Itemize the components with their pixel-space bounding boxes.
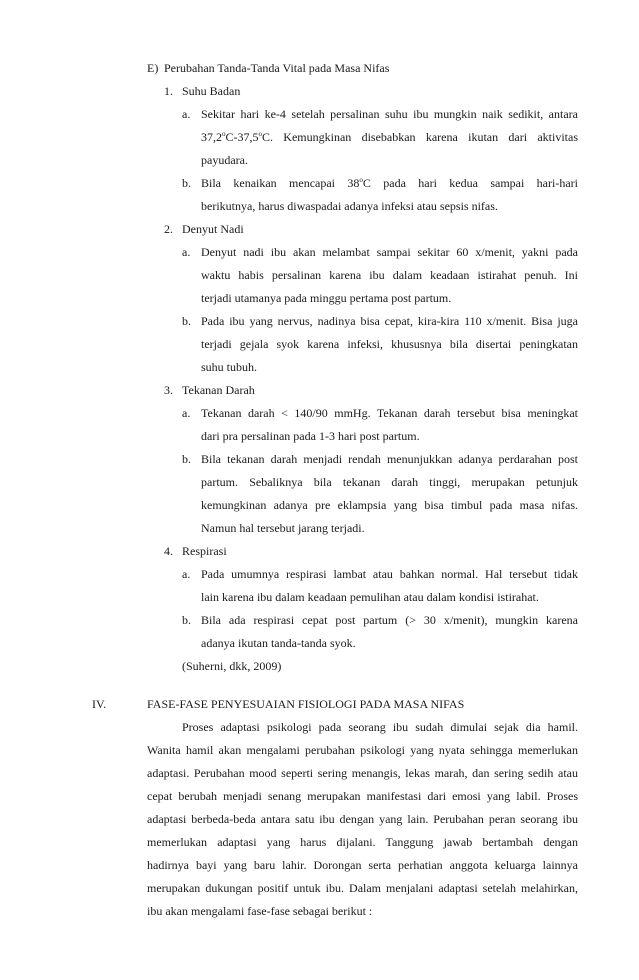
paragraph-line-1: Proses adaptasi psikologi pada seorang ibu sudah dimulai sejak dia hamil. [182, 720, 578, 734]
item-3b-line-3: kemungkinan adanya pre eklampsia yang bisa timbul pada masa nifas. [201, 498, 578, 512]
section-iv-title: FASE-FASE PENYESUAIAN FISIOLOGI PADA MASA NIFAS [147, 697, 465, 711]
item-4-number: 4. [164, 544, 173, 558]
paragraph-line-9: ibu akan mengalami fase-fase sebagai berikut : [147, 904, 373, 918]
item-3-title: Tekanan Darah [182, 383, 255, 397]
paragraph-line-3: adaptasi. Perubahan mood seperti sering menangis, lekas marah, dan sering sedih atau [147, 766, 578, 780]
citation: (Suherni, dkk, 2009) [182, 659, 282, 673]
item-3b-line-4: Namun hal tersebut jarang terjadi. [201, 521, 365, 535]
item-2-number: 2. [164, 222, 173, 236]
item-4b-line-2: adanya ikutan tanda-tanda syok. [201, 636, 356, 650]
item-3b-line-1: Bila tekanan darah menjadi rendah menunjukkan adanya perdarahan post [201, 452, 578, 466]
paragraph-line-4: cepat berubah menjadi senang merupakan manifestasi dari emosi yang labil. Proses [147, 789, 578, 803]
item-3a-line-2: dari pra persalinan pada 1-3 hari post partum. [201, 429, 420, 443]
item-1b-line-1: Bila kenaikan mencapai 38$^o$C pada hari kedua sampai hari-hari [201, 176, 578, 190]
item-3-number: 3. [164, 383, 173, 397]
section-iv-numeral: IV. [92, 697, 107, 711]
item-1b-line-2: berikutnya, harus diwaspadai adanya infeksi atau sepsis nifas. [201, 199, 498, 213]
section-e-title: Perubahan Tanda-Tanda Vital pada Masa Nifas [164, 61, 390, 75]
paragraph-line-8: merupakan dukungan positif untuk ibu. Dalam menjalani adaptasi setelah melahirkan, [147, 881, 578, 895]
item-1b-letter: b. [182, 176, 191, 190]
item-2b-letter: b. [182, 314, 191, 328]
paragraph-line-7: hadirnya bayi yang baru lahir. Dorongan serta perhatian anggota keluarga lainnya [147, 858, 578, 872]
item-4b-letter: b. [182, 613, 191, 627]
paragraph-line-6: memerlukan adaptasi yang harus dijalani. Tanggung jawab bertambah dengan [147, 835, 578, 849]
item-3b-line-2: partum. Sebaliknya bila tekanan darah tinggi, merupakan petunjuk [201, 475, 578, 489]
item-2-title: Denyut Nadi [182, 222, 244, 236]
item-3b-letter: b. [182, 452, 191, 466]
item-2b-line-1: Pada ibu yang nervus, nadinya bisa cepat, kira-kira 110 x/menit. Bisa juga [201, 314, 578, 328]
item-4a-letter: a. [182, 567, 191, 581]
item-4-title: Respirasi [182, 544, 227, 558]
item-4a-line-1: Pada umumnya respirasi lambat atau bahkan normal. Hal tersebut tidak [201, 567, 578, 581]
item-1a-line-2: 37,2$^o$C-37,5$^o$C. Kemungkinan disebabkan karena ikutan dari aktivitas [201, 130, 578, 144]
item-2b-line-3: suhu tubuh. [201, 360, 258, 374]
item-1-number: 1. [164, 84, 173, 98]
item-2a-line-3: terjadi utamanya pada minggu pertama post partum. [201, 291, 452, 305]
item-1a-letter: a. [182, 107, 191, 121]
item-2a-line-2: waktu habis persalinan karena ibu dalam keadaan istirahat penuh. Ini [201, 268, 578, 282]
item-2a-line-1: Denyut nadi ibu akan melambat sampai sekitar 60 x/menit, yakni pada [201, 245, 578, 259]
item-4a-line-2: lain karena ibu dalam keadaan pemulihan atau dalam kondisi istirahat. [201, 590, 539, 604]
item-2a-letter: a. [182, 245, 191, 259]
section-e-marker: E) [147, 61, 159, 75]
item-1a-line-3: payudara. [201, 153, 248, 167]
paragraph-line-5: adaptasi berbeda-beda antara satu ibu dengan yang lain. Perubahan peran seorang ibu [147, 812, 578, 826]
item-2b-line-2: terjadi gejala syok karena infeksi, khususnya bila disertai peningkatan [201, 337, 578, 351]
item-1-title: Suhu Badan [182, 84, 241, 98]
item-4b-line-1: Bila ada respirasi cepat post partum (> 30 x/menit), mungkin karena [201, 613, 578, 627]
paragraph-line-2: Wanita hamil akan mengalami perubahan psikologi yang nyata sehingga memerlukan [147, 743, 578, 757]
item-3a-letter: a. [182, 406, 191, 420]
item-1a-line-1: Sekitar hari ke-4 setelah persalinan suhu ibu mungkin naik sedikit, antara [201, 107, 578, 121]
item-3a-line-1: Tekanan darah < 140/90 mmHg. Tekanan darah tersebut bisa meningkat [201, 406, 578, 420]
